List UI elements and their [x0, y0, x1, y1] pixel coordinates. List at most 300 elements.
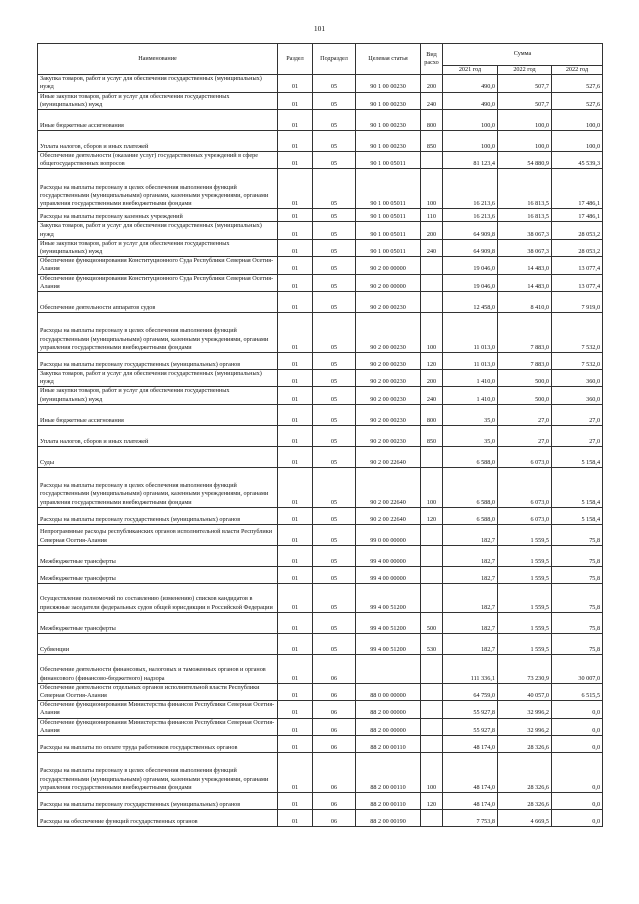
- row-razdel: 01: [278, 239, 313, 256]
- row-sum-2022b: 527,6: [552, 75, 603, 92]
- row-name: Иные закупки товаров, работ и услуг для обеспечения государственных (муниципальных) нужд: [38, 92, 278, 109]
- row-name: Расходы на обеспечение функций государственных органов: [38, 810, 278, 827]
- row-sum-2022b: 75,8: [552, 583, 603, 612]
- row-sum-2022: 27,0: [498, 404, 552, 425]
- row-podrazdel: 06: [313, 753, 356, 793]
- row-vid: 120: [421, 793, 443, 810]
- row-name: Обеспечение деятельности финансовых, налоговых и таможенных органов и органов финансового (финансово-бюджетного) надзора: [38, 654, 278, 683]
- header-sum: Сумма: [443, 44, 603, 66]
- row-sum-2022: 28 326,6: [498, 736, 552, 753]
- row-target: 90 2 00 00230: [356, 425, 421, 446]
- row-sum-2022b: 27,0: [552, 404, 603, 425]
- row-name: Расходы на выплаты персоналу в целях обеспечения выполнения функций государственными (муниципальными) органами, казенными учреждениями, органами управления государственными внебюджетными фондами: [38, 753, 278, 793]
- table-row: [38, 169, 603, 209]
- row-vid: 110: [421, 209, 443, 222]
- row-sum-2021: 64 909,8: [443, 239, 498, 256]
- row-sum-2022: 32 996,2: [498, 701, 552, 718]
- row-target: 90 2 00 00230: [356, 292, 421, 313]
- row-sum-2021: 6 588,0: [443, 467, 498, 507]
- row-podrazdel: 05: [313, 566, 356, 583]
- table-body: [38, 75, 603, 827]
- row-sum-2022b: 17 486,1: [552, 209, 603, 222]
- row-razdel: 01: [278, 633, 313, 654]
- row-sum-2022: 8 410,0: [498, 292, 552, 313]
- row-sum-2022b: 100,0: [552, 131, 603, 152]
- row-target: 88 2 00 00190: [356, 810, 421, 827]
- row-vid: 850: [421, 131, 443, 152]
- table-row: [38, 404, 603, 425]
- row-sum-2022: 14 483,0: [498, 274, 552, 291]
- row-target: 90 2 00 00230: [356, 353, 421, 370]
- row-podrazdel: 05: [313, 131, 356, 152]
- row-sum-2022: 7 883,0: [498, 313, 552, 353]
- row-sum-2022b: 75,8: [552, 612, 603, 633]
- row-sum-2022b: 0,0: [552, 701, 603, 718]
- row-sum-2022: 6 073,0: [498, 446, 552, 467]
- row-sum-2022: 507,7: [498, 75, 552, 92]
- row-sum-2022: 500,0: [498, 387, 552, 404]
- row-podrazdel: 06: [313, 683, 356, 700]
- row-razdel: 01: [278, 654, 313, 683]
- row-sum-2022: 6 073,0: [498, 467, 552, 507]
- row-target: 88 0 00 00000: [356, 683, 421, 700]
- row-vid: [421, 583, 443, 612]
- table-row: [38, 353, 603, 370]
- row-razdel: 01: [278, 612, 313, 633]
- row-sum-2022: 73 230,9: [498, 654, 552, 683]
- row-podrazdel: 05: [313, 209, 356, 222]
- table-row: [38, 718, 603, 735]
- row-sum-2022: 1 559,5: [498, 612, 552, 633]
- row-sum-2021: 64 759,0: [443, 683, 498, 700]
- row-sum-2021: 182,7: [443, 524, 498, 545]
- row-sum-2022: 40 057,0: [498, 683, 552, 700]
- row-sum-2022: 1 559,5: [498, 583, 552, 612]
- row-target: 90 1 00 05011: [356, 152, 421, 169]
- row-target: 90 2 00 00230: [356, 387, 421, 404]
- row-sum-2021: 182,7: [443, 633, 498, 654]
- row-name: Обеспечение деятельности отдельных органов исполнительной власти Республики Северная Осетия-Алания: [38, 683, 278, 700]
- row-target: 90 1 00 00230: [356, 110, 421, 131]
- row-target: 99 4 00 51200: [356, 583, 421, 612]
- row-podrazdel: 05: [313, 169, 356, 209]
- row-vid: [421, 701, 443, 718]
- table-row: [38, 274, 603, 291]
- row-target: 90 1 00 00230: [356, 131, 421, 152]
- row-sum-2022b: 0,0: [552, 753, 603, 793]
- row-name: Уплата налогов, сборов и иных платежей: [38, 425, 278, 446]
- row-vid: 800: [421, 110, 443, 131]
- table-row: [38, 810, 603, 827]
- row-target: 90 1 00 05011: [356, 239, 421, 256]
- row-sum-2022: 38 067,3: [498, 239, 552, 256]
- row-razdel: 01: [278, 736, 313, 753]
- row-razdel: 01: [278, 222, 313, 239]
- table-row: [38, 507, 603, 524]
- header-podrazdel: Подраздел: [313, 44, 356, 75]
- row-name: Расходы на выплаты персоналу казенных учреждений: [38, 209, 278, 222]
- row-razdel: 01: [278, 683, 313, 700]
- row-name: Обеспечение деятельности аппаратов судов: [38, 292, 278, 313]
- row-podrazdel: 06: [313, 654, 356, 683]
- row-name: Уплата налогов, сборов и иных платежей: [38, 131, 278, 152]
- table-row: [38, 152, 603, 169]
- row-razdel: 01: [278, 583, 313, 612]
- row-sum-2022b: 17 486,1: [552, 169, 603, 209]
- table-row: [38, 545, 603, 566]
- row-sum-2021: 55 927,8: [443, 701, 498, 718]
- row-name: Расходы на выплаты по оплате труда работников государственных органов: [38, 736, 278, 753]
- row-sum-2022b: 0,0: [552, 810, 603, 827]
- row-podrazdel: 05: [313, 110, 356, 131]
- row-name: Иные закупки товаров, работ и услуг для обеспечения государственных (муниципальных) нужд: [38, 239, 278, 256]
- row-vid: [421, 292, 443, 313]
- row-sum-2022b: 75,8: [552, 566, 603, 583]
- row-name: Расходы на выплаты персоналу государственных (муниципальных) органов: [38, 353, 278, 370]
- row-podrazdel: 05: [313, 152, 356, 169]
- table-row: [38, 110, 603, 131]
- row-podrazdel: 05: [313, 633, 356, 654]
- row-sum-2021: 111 336,1: [443, 654, 498, 683]
- row-sum-2022b: 100,0: [552, 110, 603, 131]
- table-row: [38, 387, 603, 404]
- row-target: 90 2 00 22640: [356, 507, 421, 524]
- row-razdel: 01: [278, 209, 313, 222]
- row-target: 90 2 00 00230: [356, 370, 421, 387]
- table-row: [38, 239, 603, 256]
- row-sum-2022b: 5 158,4: [552, 507, 603, 524]
- row-target: 90 2 00 22640: [356, 446, 421, 467]
- row-target: 88 2 00 00000: [356, 701, 421, 718]
- row-razdel: 01: [278, 718, 313, 735]
- row-name: Межбюджетные трансферты: [38, 612, 278, 633]
- row-sum-2022b: 45 539,3: [552, 152, 603, 169]
- row-name: Расходы на выплаты персоналу государственных (муниципальных) органов: [38, 507, 278, 524]
- row-podrazdel: 05: [313, 612, 356, 633]
- table-row: [38, 793, 603, 810]
- row-sum-2022b: 7 532,0: [552, 313, 603, 353]
- table-row: [38, 736, 603, 753]
- row-sum-2021: 100,0: [443, 131, 498, 152]
- row-vid: [421, 683, 443, 700]
- row-sum-2022: 1 559,5: [498, 633, 552, 654]
- row-podrazdel: 05: [313, 370, 356, 387]
- row-sum-2022: 32 996,2: [498, 718, 552, 735]
- row-sum-2022: 27,0: [498, 425, 552, 446]
- row-target: 90 1 00 00230: [356, 75, 421, 92]
- row-razdel: 01: [278, 425, 313, 446]
- row-podrazdel: 05: [313, 313, 356, 353]
- row-razdel: 01: [278, 152, 313, 169]
- header-vid: Вид расхо: [421, 44, 443, 75]
- row-target: 99 4 00 51200: [356, 612, 421, 633]
- row-razdel: 01: [278, 701, 313, 718]
- row-sum-2021: 6 588,0: [443, 446, 498, 467]
- row-vid: 100: [421, 169, 443, 209]
- table-row: [38, 654, 603, 683]
- row-target: 90 2 00 22640: [356, 467, 421, 507]
- row-podrazdel: 05: [313, 446, 356, 467]
- row-sum-2022: 500,0: [498, 370, 552, 387]
- row-target: 88 2 00 00110: [356, 736, 421, 753]
- header-razdel: Раздел: [278, 44, 313, 75]
- row-sum-2021: 182,7: [443, 566, 498, 583]
- row-name: Непрограммные расходы республиканских органов исполнительной власти Республики Северная Осетия-Алания: [38, 524, 278, 545]
- row-razdel: 01: [278, 110, 313, 131]
- row-sum-2022: 54 880,9: [498, 152, 552, 169]
- header-year-2021: 2021 год: [443, 66, 498, 75]
- row-target: 90 1 00 00230: [356, 92, 421, 109]
- row-vid: [421, 736, 443, 753]
- row-podrazdel: 06: [313, 810, 356, 827]
- row-podrazdel: 06: [313, 736, 356, 753]
- row-sum-2021: 490,0: [443, 75, 498, 92]
- row-razdel: 01: [278, 169, 313, 209]
- row-sum-2021: 182,7: [443, 612, 498, 633]
- row-razdel: 01: [278, 131, 313, 152]
- row-name: Расходы на выплаты персоналу в целях обеспечения выполнения функций государственными (муниципальными) органами, казенными учреждениями, органами управления государственными внебюджетными фондами: [38, 467, 278, 507]
- row-sum-2021: 81 123,4: [443, 152, 498, 169]
- table-row: [38, 222, 603, 239]
- row-razdel: 01: [278, 507, 313, 524]
- row-vid: 200: [421, 222, 443, 239]
- row-sum-2022: 16 813,5: [498, 209, 552, 222]
- row-sum-2022b: 75,8: [552, 524, 603, 545]
- row-sum-2021: 48 174,0: [443, 793, 498, 810]
- row-podrazdel: 05: [313, 257, 356, 274]
- row-sum-2021: 11 013,0: [443, 313, 498, 353]
- row-vid: [421, 152, 443, 169]
- row-sum-2022b: 360,0: [552, 370, 603, 387]
- row-razdel: 01: [278, 274, 313, 291]
- row-razdel: 01: [278, 566, 313, 583]
- row-podrazdel: 05: [313, 353, 356, 370]
- row-sum-2022: 100,0: [498, 131, 552, 152]
- row-razdel: 01: [278, 545, 313, 566]
- row-target: 90 2 00 00000: [356, 274, 421, 291]
- row-vid: [421, 524, 443, 545]
- row-sum-2022: 100,0: [498, 110, 552, 131]
- row-sum-2021: 6 588,0: [443, 507, 498, 524]
- row-sum-2022: 1 559,5: [498, 524, 552, 545]
- row-sum-2021: 16 213,6: [443, 209, 498, 222]
- row-target: 90 2 00 00000: [356, 257, 421, 274]
- row-sum-2022: 1 559,5: [498, 545, 552, 566]
- header-target: Целевая статья: [356, 44, 421, 75]
- row-vid: 100: [421, 753, 443, 793]
- row-razdel: 01: [278, 313, 313, 353]
- row-sum-2022b: 5 158,4: [552, 446, 603, 467]
- row-podrazdel: 05: [313, 274, 356, 291]
- row-vid: [421, 718, 443, 735]
- row-sum-2022: 14 483,0: [498, 257, 552, 274]
- row-name: Иные бюджетные ассигнования: [38, 404, 278, 425]
- row-sum-2021: 12 458,0: [443, 292, 498, 313]
- row-sum-2021: 35,0: [443, 425, 498, 446]
- table-row: [38, 612, 603, 633]
- row-sum-2022b: 13 077,4: [552, 274, 603, 291]
- table-row: [38, 292, 603, 313]
- table-row: [38, 131, 603, 152]
- row-sum-2022: 28 326,6: [498, 753, 552, 793]
- row-name: Межбюджетные трансферты: [38, 566, 278, 583]
- row-razdel: 01: [278, 810, 313, 827]
- row-podrazdel: 05: [313, 583, 356, 612]
- table-row: [38, 566, 603, 583]
- row-target: 90 1 00 05011: [356, 169, 421, 209]
- row-target: [356, 654, 421, 683]
- row-sum-2022b: 0,0: [552, 736, 603, 753]
- page-number: 101: [313, 24, 326, 33]
- row-vid: 240: [421, 92, 443, 109]
- row-razdel: 01: [278, 353, 313, 370]
- row-target: 88 2 00 00110: [356, 753, 421, 793]
- table-row: [38, 633, 603, 654]
- table-row: [38, 446, 603, 467]
- row-target: 90 2 00 00230: [356, 404, 421, 425]
- row-podrazdel: 06: [313, 701, 356, 718]
- row-target: 90 2 00 00230: [356, 313, 421, 353]
- row-vid: [421, 274, 443, 291]
- row-target: 99 4 00 00000: [356, 545, 421, 566]
- table-row: [38, 524, 603, 545]
- row-vid: 200: [421, 370, 443, 387]
- row-target: 88 2 00 00000: [356, 718, 421, 735]
- header-year-2022: 2022 год: [498, 66, 552, 75]
- row-name: Закупка товаров, работ и услуг для обеспечения государственных (муниципальных) нужд: [38, 370, 278, 387]
- table-row: [38, 753, 603, 793]
- row-sum-2022b: 28 053,2: [552, 222, 603, 239]
- row-vid: [421, 566, 443, 583]
- row-name: Субвенции: [38, 633, 278, 654]
- row-podrazdel: 05: [313, 292, 356, 313]
- row-podrazdel: 05: [313, 239, 356, 256]
- row-sum-2021: 19 046,0: [443, 274, 498, 291]
- row-sum-2022b: 527,6: [552, 92, 603, 109]
- table-row: [38, 75, 603, 92]
- row-vid: 120: [421, 353, 443, 370]
- table-row: [38, 467, 603, 507]
- row-vid: [421, 446, 443, 467]
- row-target: 90 1 00 05011: [356, 209, 421, 222]
- row-sum-2021: 490,0: [443, 92, 498, 109]
- row-razdel: 01: [278, 370, 313, 387]
- row-target: 99 0 00 00000: [356, 524, 421, 545]
- row-razdel: 01: [278, 793, 313, 810]
- row-podrazdel: 05: [313, 404, 356, 425]
- row-podrazdel: 06: [313, 718, 356, 735]
- row-sum-2022b: 30 007,0: [552, 654, 603, 683]
- table-row: [38, 425, 603, 446]
- row-vid: 240: [421, 239, 443, 256]
- row-sum-2022: 7 883,0: [498, 353, 552, 370]
- row-sum-2021: 55 927,8: [443, 718, 498, 735]
- row-sum-2022b: 360,0: [552, 387, 603, 404]
- row-sum-2022: 6 073,0: [498, 507, 552, 524]
- row-sum-2022b: 7 919,0: [552, 292, 603, 313]
- row-name: Закупка товаров, работ и услуг для обеспечения государственных (муниципальных) нужд: [38, 222, 278, 239]
- row-sum-2021: 16 213,6: [443, 169, 498, 209]
- row-sum-2022b: 0,0: [552, 793, 603, 810]
- row-razdel: 01: [278, 524, 313, 545]
- row-name: Иные бюджетные ассигнования: [38, 110, 278, 131]
- table-row: [38, 683, 603, 700]
- row-target: 88 2 00 00110: [356, 793, 421, 810]
- row-sum-2022b: 0,0: [552, 718, 603, 735]
- row-vid: 200: [421, 75, 443, 92]
- row-vid: [421, 257, 443, 274]
- row-sum-2021: 35,0: [443, 404, 498, 425]
- row-vid: [421, 545, 443, 566]
- row-target: 90 1 00 05011: [356, 222, 421, 239]
- row-sum-2021: 1 410,0: [443, 370, 498, 387]
- row-podrazdel: 05: [313, 75, 356, 92]
- row-sum-2022b: 27,0: [552, 425, 603, 446]
- row-vid: 100: [421, 313, 443, 353]
- row-sum-2021: 100,0: [443, 110, 498, 131]
- row-podrazdel: 05: [313, 222, 356, 239]
- row-razdel: 01: [278, 753, 313, 793]
- row-sum-2021: 7 753,8: [443, 810, 498, 827]
- table-row: [38, 209, 603, 222]
- row-podrazdel: 05: [313, 545, 356, 566]
- row-vid: 800: [421, 404, 443, 425]
- table-row: [38, 92, 603, 109]
- row-sum-2022: 38 067,3: [498, 222, 552, 239]
- row-sum-2022b: 5 158,4: [552, 467, 603, 507]
- row-sum-2021: 11 013,0: [443, 353, 498, 370]
- row-sum-2021: 48 174,0: [443, 736, 498, 753]
- row-sum-2021: 48 174,0: [443, 753, 498, 793]
- row-name: Осуществление полномочий по составлению (изменению) списков кандидатов в присяжные заседатели федеральных судов общей юрисдикции в Российской Федерации: [38, 583, 278, 612]
- row-name: Иные закупки товаров, работ и услуг для обеспечения государственных (муниципальных) нужд: [38, 387, 278, 404]
- table-row: [38, 313, 603, 353]
- budget-table: [37, 43, 603, 827]
- row-sum-2022b: 13 077,4: [552, 257, 603, 274]
- row-razdel: 01: [278, 75, 313, 92]
- row-sum-2022b: 6 515,5: [552, 683, 603, 700]
- row-sum-2021: 64 909,8: [443, 222, 498, 239]
- header-name: Наименование: [38, 44, 278, 75]
- row-podrazdel: 05: [313, 507, 356, 524]
- row-podrazdel: 05: [313, 467, 356, 507]
- row-razdel: 01: [278, 404, 313, 425]
- row-sum-2021: 182,7: [443, 583, 498, 612]
- row-sum-2021: 182,7: [443, 545, 498, 566]
- row-sum-2022b: 7 532,0: [552, 353, 603, 370]
- row-target: 99 4 00 00000: [356, 566, 421, 583]
- row-target: 99 4 00 51200: [356, 633, 421, 654]
- row-vid: [421, 810, 443, 827]
- row-name: Расходы на выплаты персоналу государственных (муниципальных) органов: [38, 793, 278, 810]
- header-year-2022b: 2022 год: [552, 66, 603, 75]
- row-name: Суды: [38, 446, 278, 467]
- row-name: Обеспечение функционирования Конституционного Суда Республики Северная Осетия-Алания: [38, 274, 278, 291]
- row-vid: 850: [421, 425, 443, 446]
- table-row: [38, 701, 603, 718]
- row-name: Обеспечение функционирования Конституционного Суда Республики Северная Осетия-Алания: [38, 257, 278, 274]
- row-podrazdel: 05: [313, 524, 356, 545]
- row-name: Расходы на выплаты персоналу в целях обеспечения выполнения функций государственными (муниципальными) органами, казенными учреждениями, органами управления государственными внебюджетными фондами: [38, 169, 278, 209]
- table-row: [38, 583, 603, 612]
- row-razdel: 01: [278, 257, 313, 274]
- row-sum-2021: 1 410,0: [443, 387, 498, 404]
- row-podrazdel: 05: [313, 425, 356, 446]
- row-sum-2022b: 75,8: [552, 633, 603, 654]
- row-name: Обеспечение функционирования Министерства финансов Республики Северная Осетия-Алания: [38, 718, 278, 735]
- row-sum-2022: 4 669,5: [498, 810, 552, 827]
- row-sum-2022: 507,7: [498, 92, 552, 109]
